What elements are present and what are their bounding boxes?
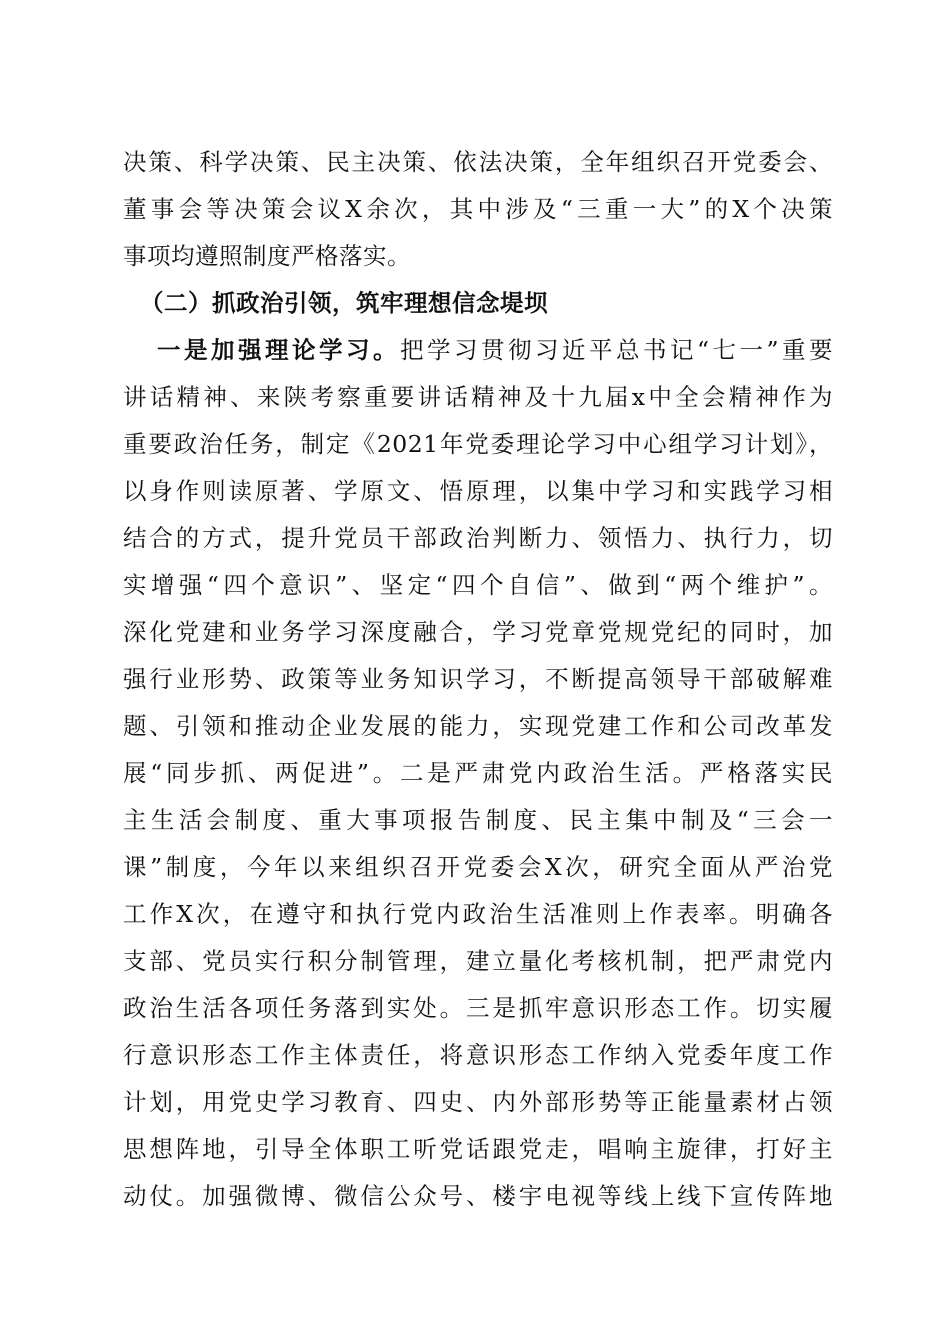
paragraph-1-line-1: 决策、科学决策、民主决策、依法决策，全年组织召开党委会、 <box>123 148 833 176</box>
paragraph-2-line-9: 题、引领和推动企业发展的能力，实现党建工作和公司改革发 <box>123 712 833 740</box>
paragraph-2-line-4: 以身作则读原著、学原文、悟原理，以集中学习和实践学习相 <box>123 477 833 505</box>
paragraph-2-line-8: 强行业形势、政策等业务知识学习，不断提高领导干部破解难 <box>123 665 833 693</box>
paragraph-2-line-12: 课”制度，今年以来组织召开党委会X次，研究全面从严治党 <box>123 853 833 881</box>
paragraph-2-line-11: 主生活会制度、重大事项报告制度、民主集中制及“三会一 <box>123 806 833 834</box>
paragraph-1-line-3: 事项均遵照制度严格落实。 <box>123 242 411 270</box>
paragraph-2-line-13: 工作X次，在遵守和执行党内政治生活准则上作表率。明确各 <box>123 900 833 928</box>
paragraph-2-line-18: 思想阵地，引导全体职工听党话跟党走，唱响主旋律，打好主 <box>123 1135 833 1163</box>
paragraph-2-line-3: 重要政治任务，制定《2021年党委理论学习中心组学习计划》， <box>123 430 833 458</box>
paragraph-1-line-2: 董事会等决策会议X余次，其中涉及“三重一大”的X个决策 <box>123 195 833 223</box>
paragraph-2-line-15: 政治生活各项任务落到实处。三是抓牢意识形态工作。切实履 <box>123 994 833 1022</box>
paragraph-2-line-10: 展“同步抓、两促进”。二是严肃党内政治生活。严格落实民 <box>123 759 833 787</box>
paragraph-2-line-7: 深化党建和业务学习深度融合，学习党章党规党纪的同时，加 <box>123 618 833 646</box>
paragraph-2-line-14: 支部、党员实行积分制管理，建立量化考核机制，把严肃党内 <box>123 947 833 975</box>
paragraph-2-line-2: 讲话精神、来陕考察重要讲话精神及十九届x中全会精神作为 <box>123 383 833 411</box>
paragraph-2-line-16: 行意识形态工作主体责任，将意识形态工作纳入党委年度工作 <box>123 1041 833 1069</box>
paragraph-2-line-6: 实增强“四个意识”、坚定“四个自信”、做到“两个维护”。 <box>123 571 833 599</box>
paragraph-2-line-5: 结合的方式，提升党员干部政治判断力、领悟力、执行力，切 <box>123 524 833 552</box>
paragraph-2-line-17: 计划，用党史学习教育、四史、内外部形势等正能量素材占领 <box>123 1088 833 1116</box>
section-heading: （二）抓政治引领，筑牢理想信念堤坝 <box>140 289 548 317</box>
lead-heading-bold: 一是加强理论学习。 <box>157 336 400 364</box>
first-line-rest: 把学习贯彻习近平总书记“七一”重要 <box>400 336 834 364</box>
paragraph-2-line-19: 动仗。加强微博、微信公众号、楼宇电视等线上线下宣传阵地 <box>123 1182 833 1210</box>
paragraph-2-line-1 <box>157 330 833 370</box>
